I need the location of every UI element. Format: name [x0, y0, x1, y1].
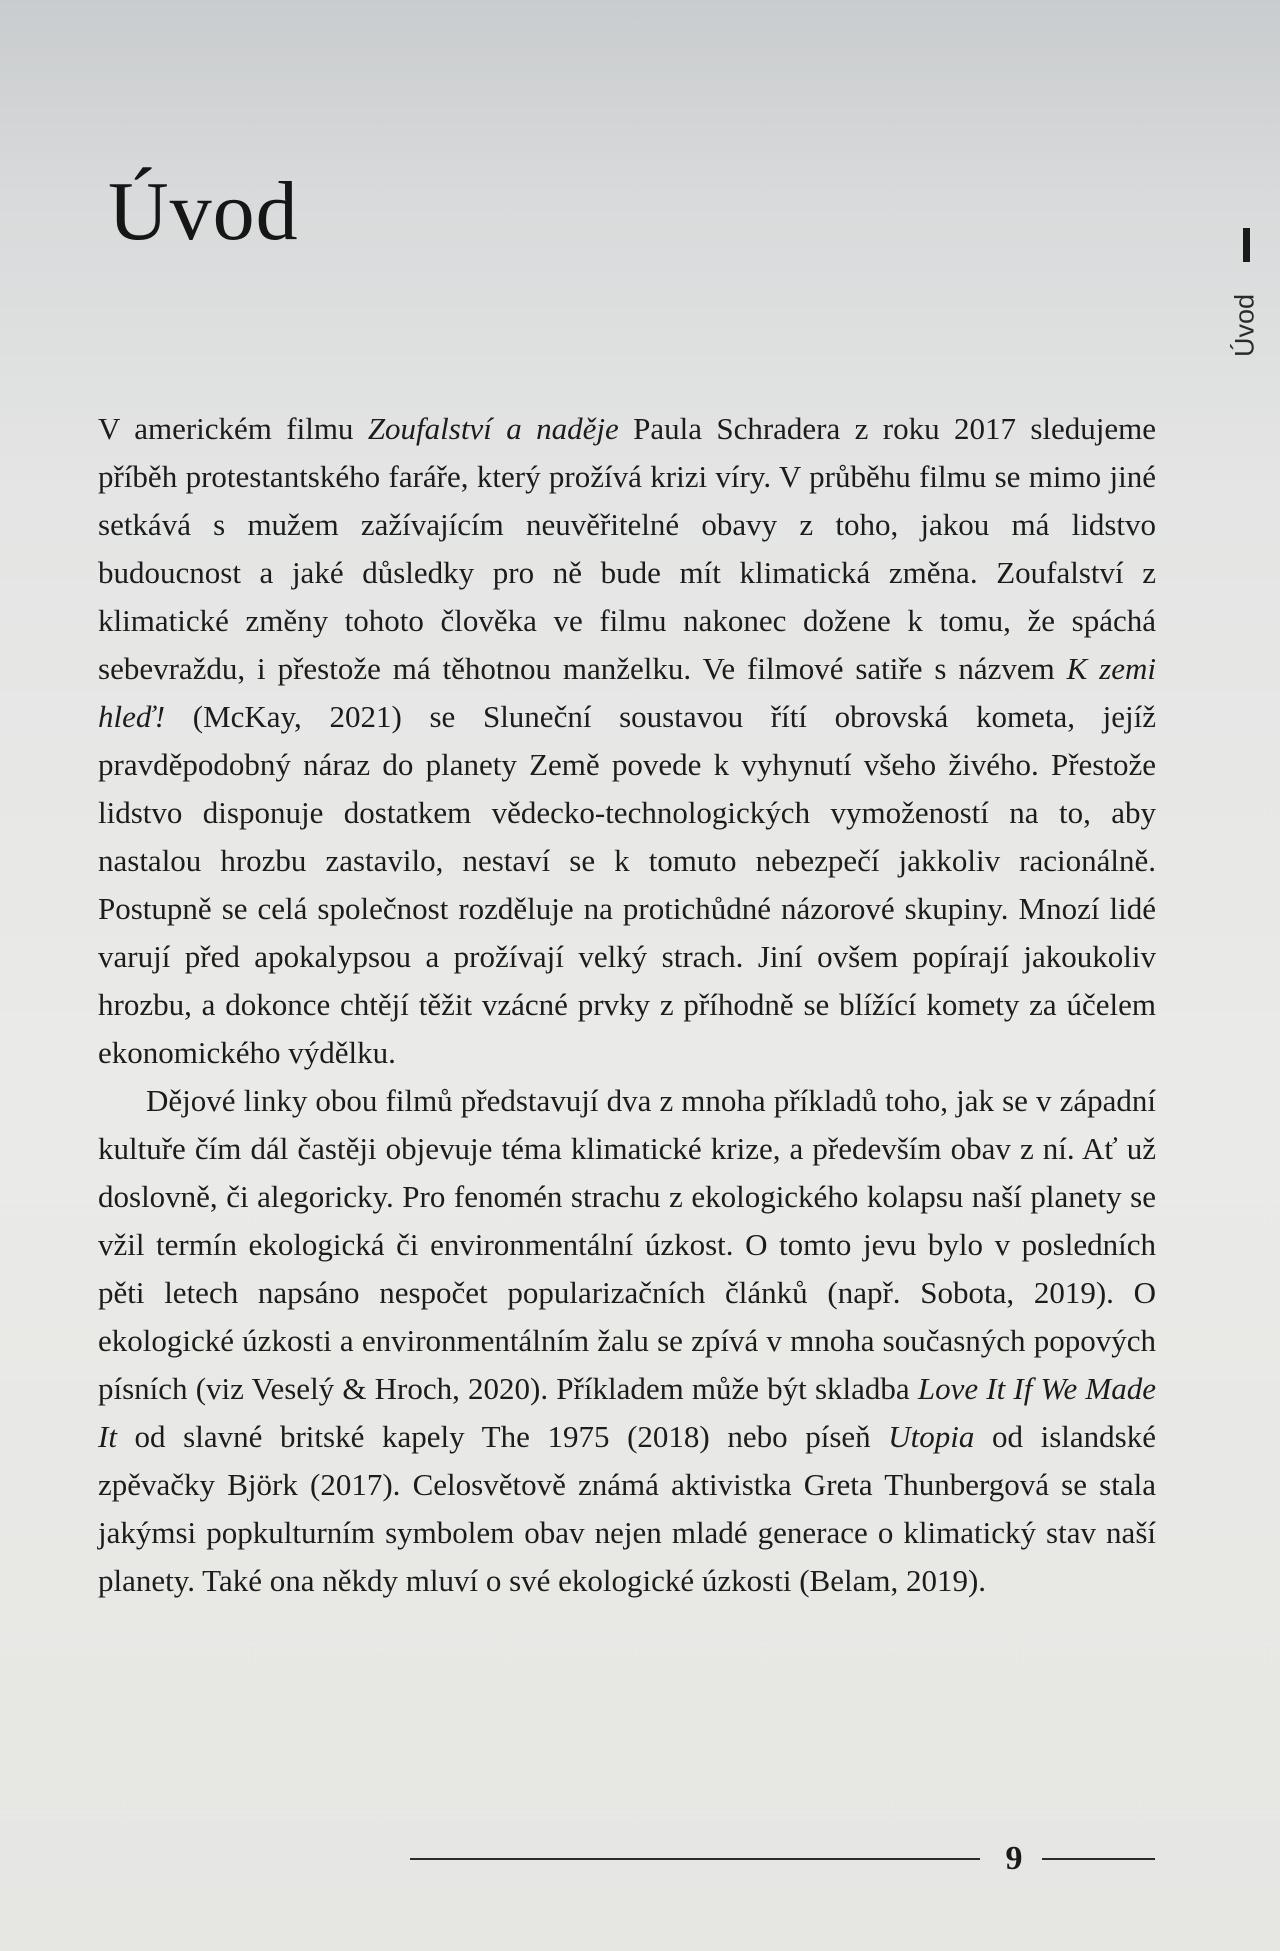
- side-tab-label: Úvod: [1229, 293, 1260, 358]
- text-segment: od slavné britské kapely The 1975 (2018) nebo píseň: [116, 1419, 889, 1454]
- song-title: Utopia: [888, 1419, 975, 1454]
- paragraph-1: [98, 405, 1156, 1077]
- text-segment: Dějové linky obou filmů představují dva z mnoha příkladů toho, jak se v západní kultuře čím dál častěji objevuje téma klimatické krize, a především obav z ní. Ať už doslovně, či alegoricky. Pro fenomén strachu z ekologického kolapsu naší planety se vžil termín ekologická či environmentální úzkost. O tomto jevu bylo v posledních pěti letech napsáno nespočet popularizačních článků (např. Sobota, 2019). O ekologické úzkosti a environmentálním žalu se zpívá v mnoha současných popových písních (viz Veselý & Hroch, 2020). Příkladem může být skladba: [98, 1083, 1156, 1406]
- text-segment: Paula Schradera z roku 2017 sledujeme příběh protestantského faráře, který prožívá krizi víry. V průběhu filmu se mimo jiné setkává s mužem zažívajícím neuvěřitelné obavy z toho, jakou má lidstvo budoucnost a jaké důsledky pro ně bude mít klimatická změna. Zoufalství z klimatické změny tohoto člověka ve filmu nakonec dožene k tomu, že spáchá sebevraždu, i přestože má těhotnou manželku. Ve filmové satiře s názvem: [98, 411, 1157, 686]
- text-segment: (McKay, 2021) se Sluneční soustavou řítí obrovská kometa, jejíž pravděpodobný náraz do planety Země povede k vyhynutí všeho živého. Přestože lidstvo disponuje dostatkem vědecko-technologických vymožeností na to, aby nastalou hrozbu zastavilo, nestaví se k tomuto nebezpečí jakkoliv racionálně. Postupně se celá společnost rozděluje na protichůdné názorové skupiny. Mnozí lidé varují před apokalypsou a prožívají velký strach. Jiní ovšem popírají jakoukoliv hrozbu, a dokonce chtějí těžit vzácné prvky z příhodně se blížící komety za účelem ekonomického výdělku.: [98, 699, 1156, 1070]
- film-title: K zemi hleď!: [98, 651, 1156, 734]
- song-title: Love It If We Made It: [98, 1371, 1156, 1454]
- paragraph-2: [98, 1077, 1156, 1605]
- film-title: Zoufalství a naděje: [367, 411, 619, 446]
- text-segment: V americkém filmu: [98, 411, 368, 446]
- chapter-title: Úvod: [108, 165, 299, 258]
- footer-rule-left: [410, 1858, 980, 1860]
- page-number: 9: [1005, 1840, 1023, 1877]
- text-segment: od islandské zpěvačky Björk (2017). Celosvětově známá aktivistka Greta Thunbergová se stala jakýmsi popkulturním symbolem obav nejen mladé generace o klimatický stav naší planety. Také ona někdy mluví o své ekologické úzkosti (Belam, 2019).: [98, 1419, 1156, 1598]
- page-footer: [410, 1840, 1155, 1880]
- body-text: [98, 405, 1156, 1605]
- side-tab-marker: [1243, 228, 1250, 262]
- footer-rule-right: [1042, 1858, 1155, 1860]
